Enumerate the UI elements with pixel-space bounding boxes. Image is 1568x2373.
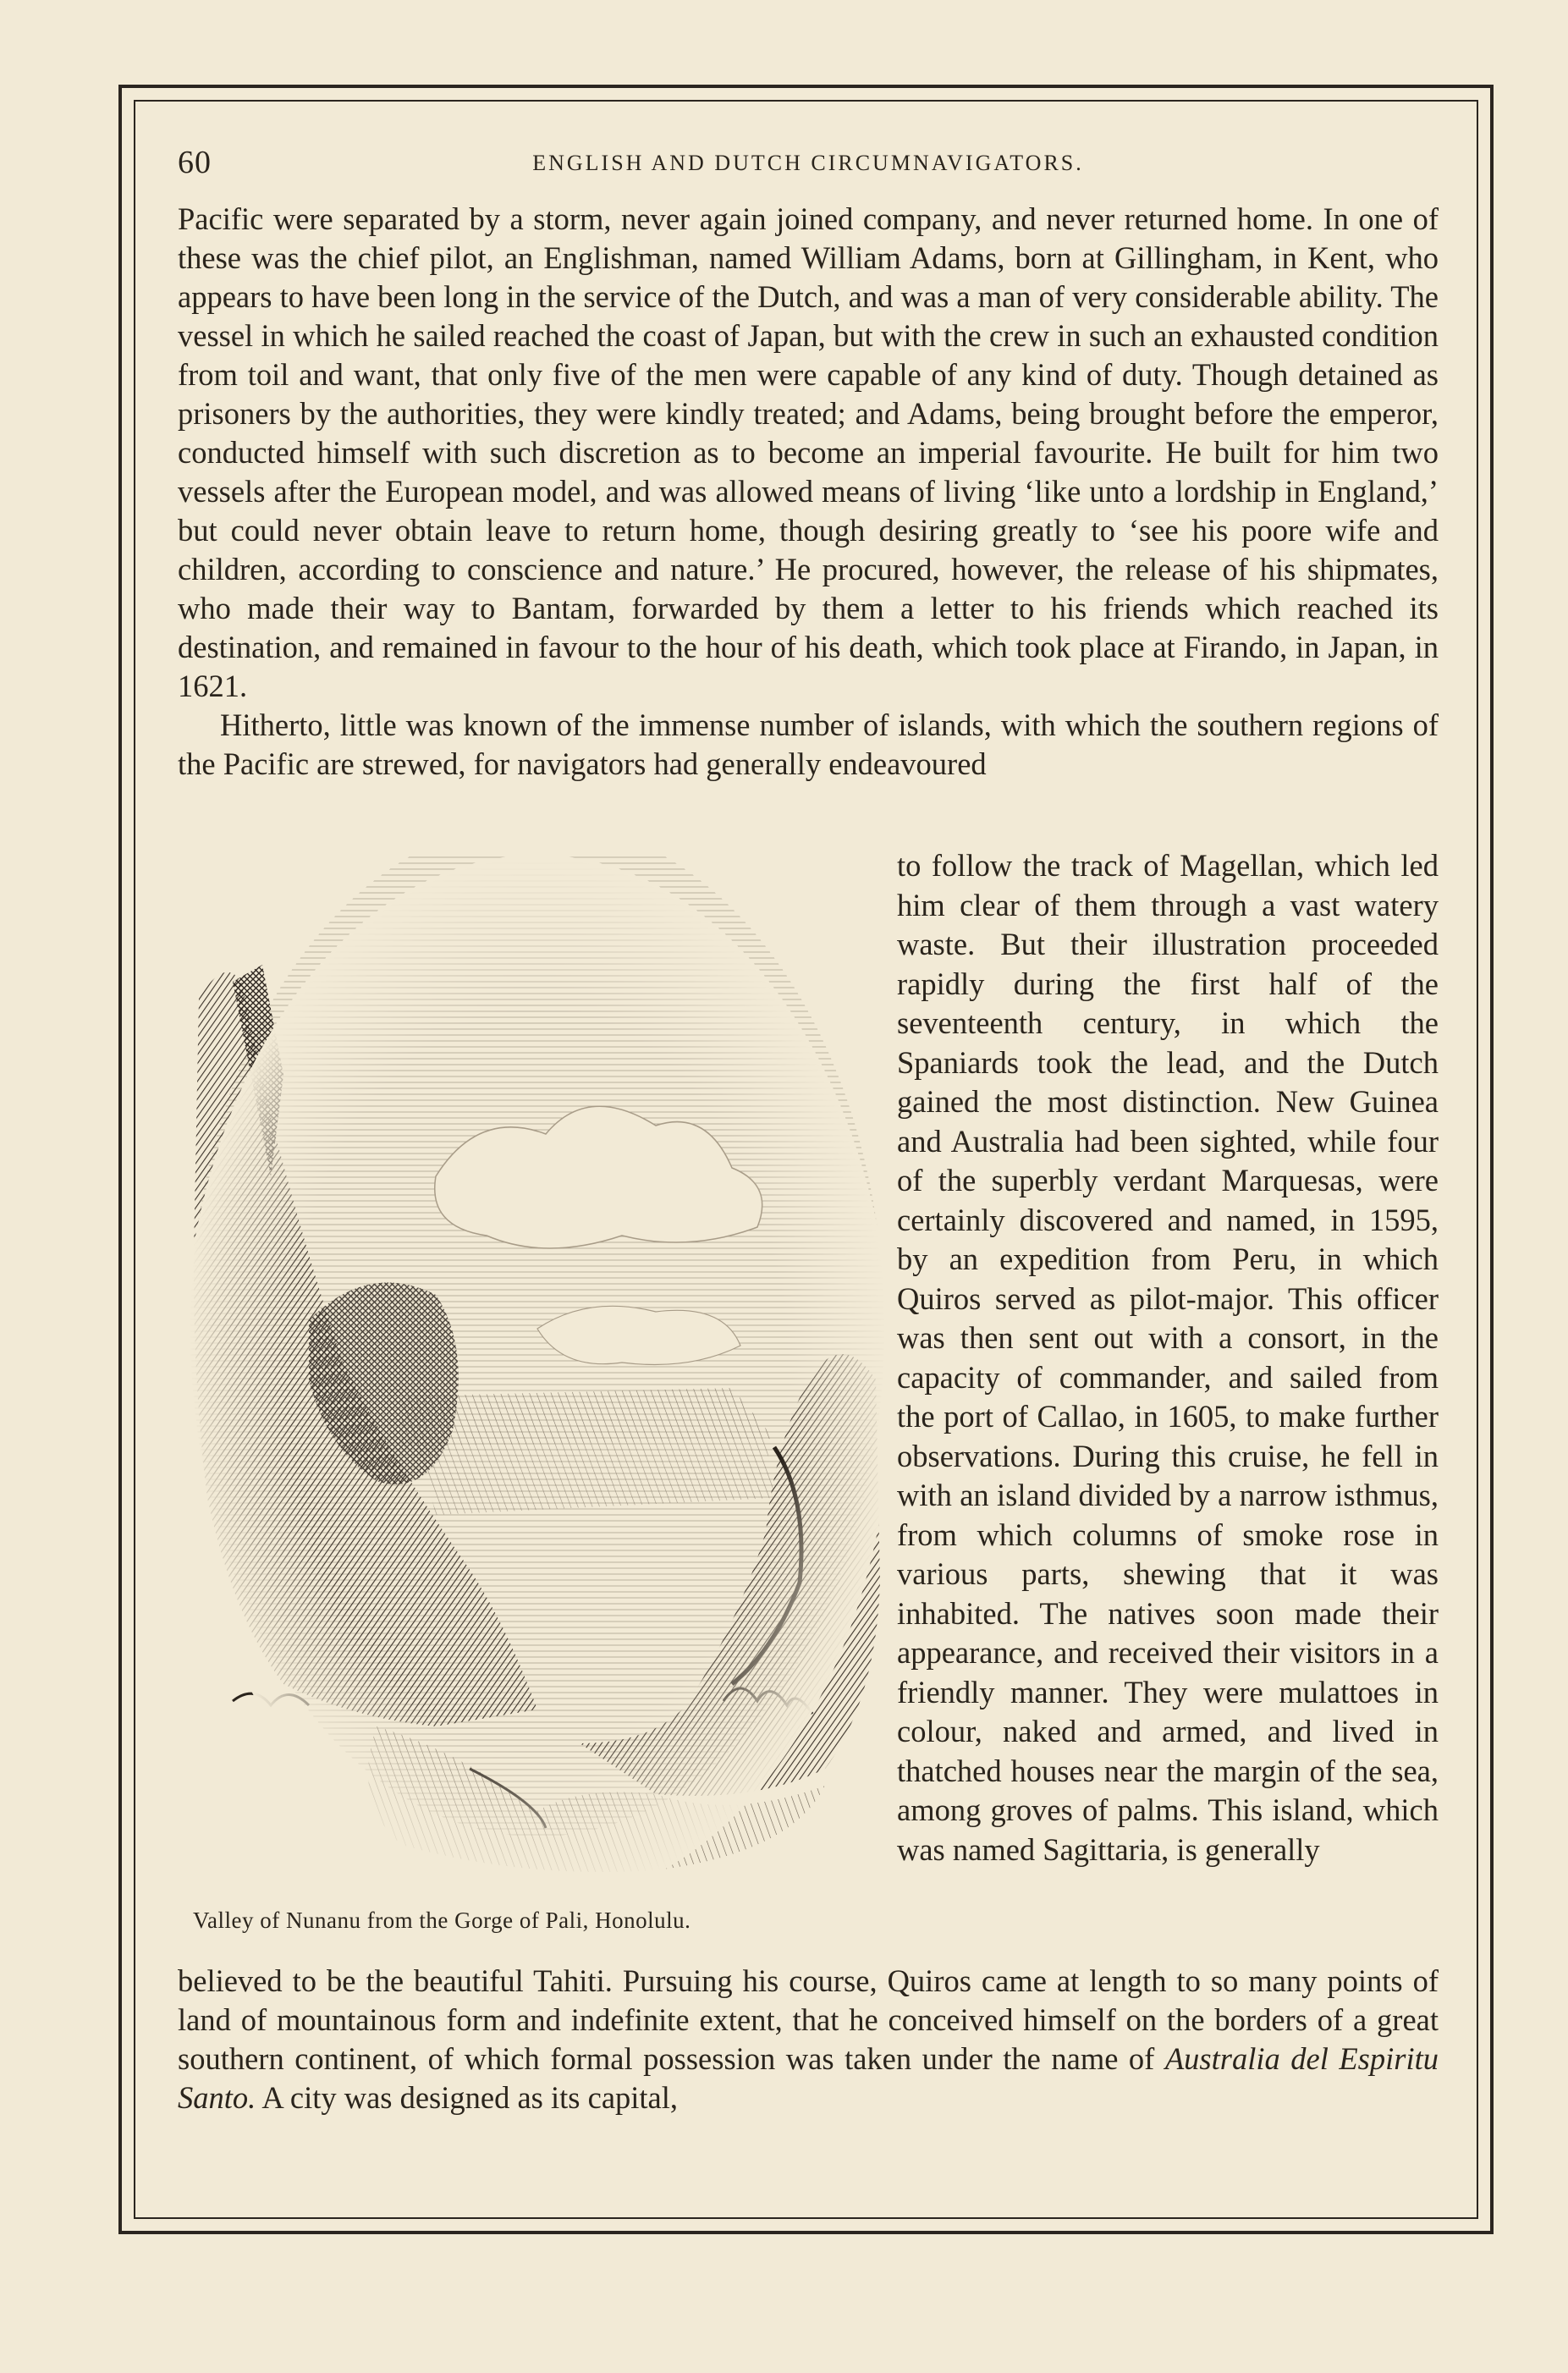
body-text-top	[178, 200, 1439, 784]
body-text-bottom	[178, 1962, 1439, 2117]
paragraph-tahiti	[178, 1962, 1439, 2117]
page-number: 60	[178, 145, 212, 180]
body-text-wrap-column	[897, 846, 1439, 1869]
paragraph-hitherto: Hitherto, little was known of the immense number of islands, with which the southern regions of the Pacific are strewed, for navigators had generally endeavoured	[178, 707, 1439, 781]
text-after-italic: A city was designed as its capital,	[256, 2080, 679, 2115]
running-head-title: ENGLISH AND DUTCH CIRCUMNAVIGATORS.	[532, 151, 1084, 175]
text-before-italic: believed to be the beautiful Tahiti. Pursuing his course, Quiros came at length to so many points of land of mountainous form and indefinite extent, that he conceived himself on the borders of a great southern continent, of which formal possession was taken under the name of	[178, 1963, 1439, 2076]
paragraph-adams: Pacific were separated by a storm, never again joined company, and never returned home. In one of these was the chief pilot, an Englishman, named William Adams, born at Gillingham, in Kent, who appears to have been long in the service of the Dutch, and was a man of very considerable ability. The vessel in which he sailed reached the coast of Japan, but with the crew in such an exhausted condition from toil and want, that only five of the men were capable of any kind of duty. Though detained as prisoners by the authorities, they were kindly treated; and Adams, being brought before the emperor, conducted himself with such discretion as to become an imperial favourite. He built for him two vessels after the European model, and was allowed means of living ‘like unto a lordship in England,’ but could never obtain leave to return home, though desiring greatly to ‘see his poore wife and children, according to conscience and nature.’ He procured, however, the release of his shipmates, who made their way to Bantam, forwarded by them a letter to his friends which reached its destination, and remained in favour to the hour of his death, which took place at Firando, in Japan, in 1621.	[178, 201, 1439, 703]
paragraph-quiros-wrap: to follow the track of Magellan, which led him clear of them through a vast watery waste. But their illustration proceeded rapidly during the first half of the seventeenth century, in which the Spaniards took the lead, and the Dutch gained the most distinction. New Guinea and Australia had been sighted, while four of the superbly verdant Marquesas, were certainly discovered and named, in 1595, by an expedition from Peru, in which Quiros served as pilot-major. This officer was then sent out with a consort, in the capacity of commander, and sailed from the port of Callao, in 1605, to make further observations. During this cruise, he fell in with an island divided by a narrow isthmus, from which columns of smoke rose in various parts, shewing that it was inhabited. The natives soon made their appearance, and received their visitors in a friendly manner. They were mulattoes in colour, naked and armed, and lived in thatched houses near the margin of the sea, among groves of palms. This island, which was named Sagittaria, is generally	[897, 848, 1439, 1867]
running-head	[178, 144, 1439, 186]
illustration-caption: Valley of Nunanu from the Gorge of Pali, Honolulu.	[193, 1908, 691, 1933]
engraving-illustration	[182, 855, 884, 1896]
engraving-valley-image	[182, 855, 884, 1896]
italic-place-name: Australia del Espiritu Santo.	[178, 2041, 1439, 2115]
